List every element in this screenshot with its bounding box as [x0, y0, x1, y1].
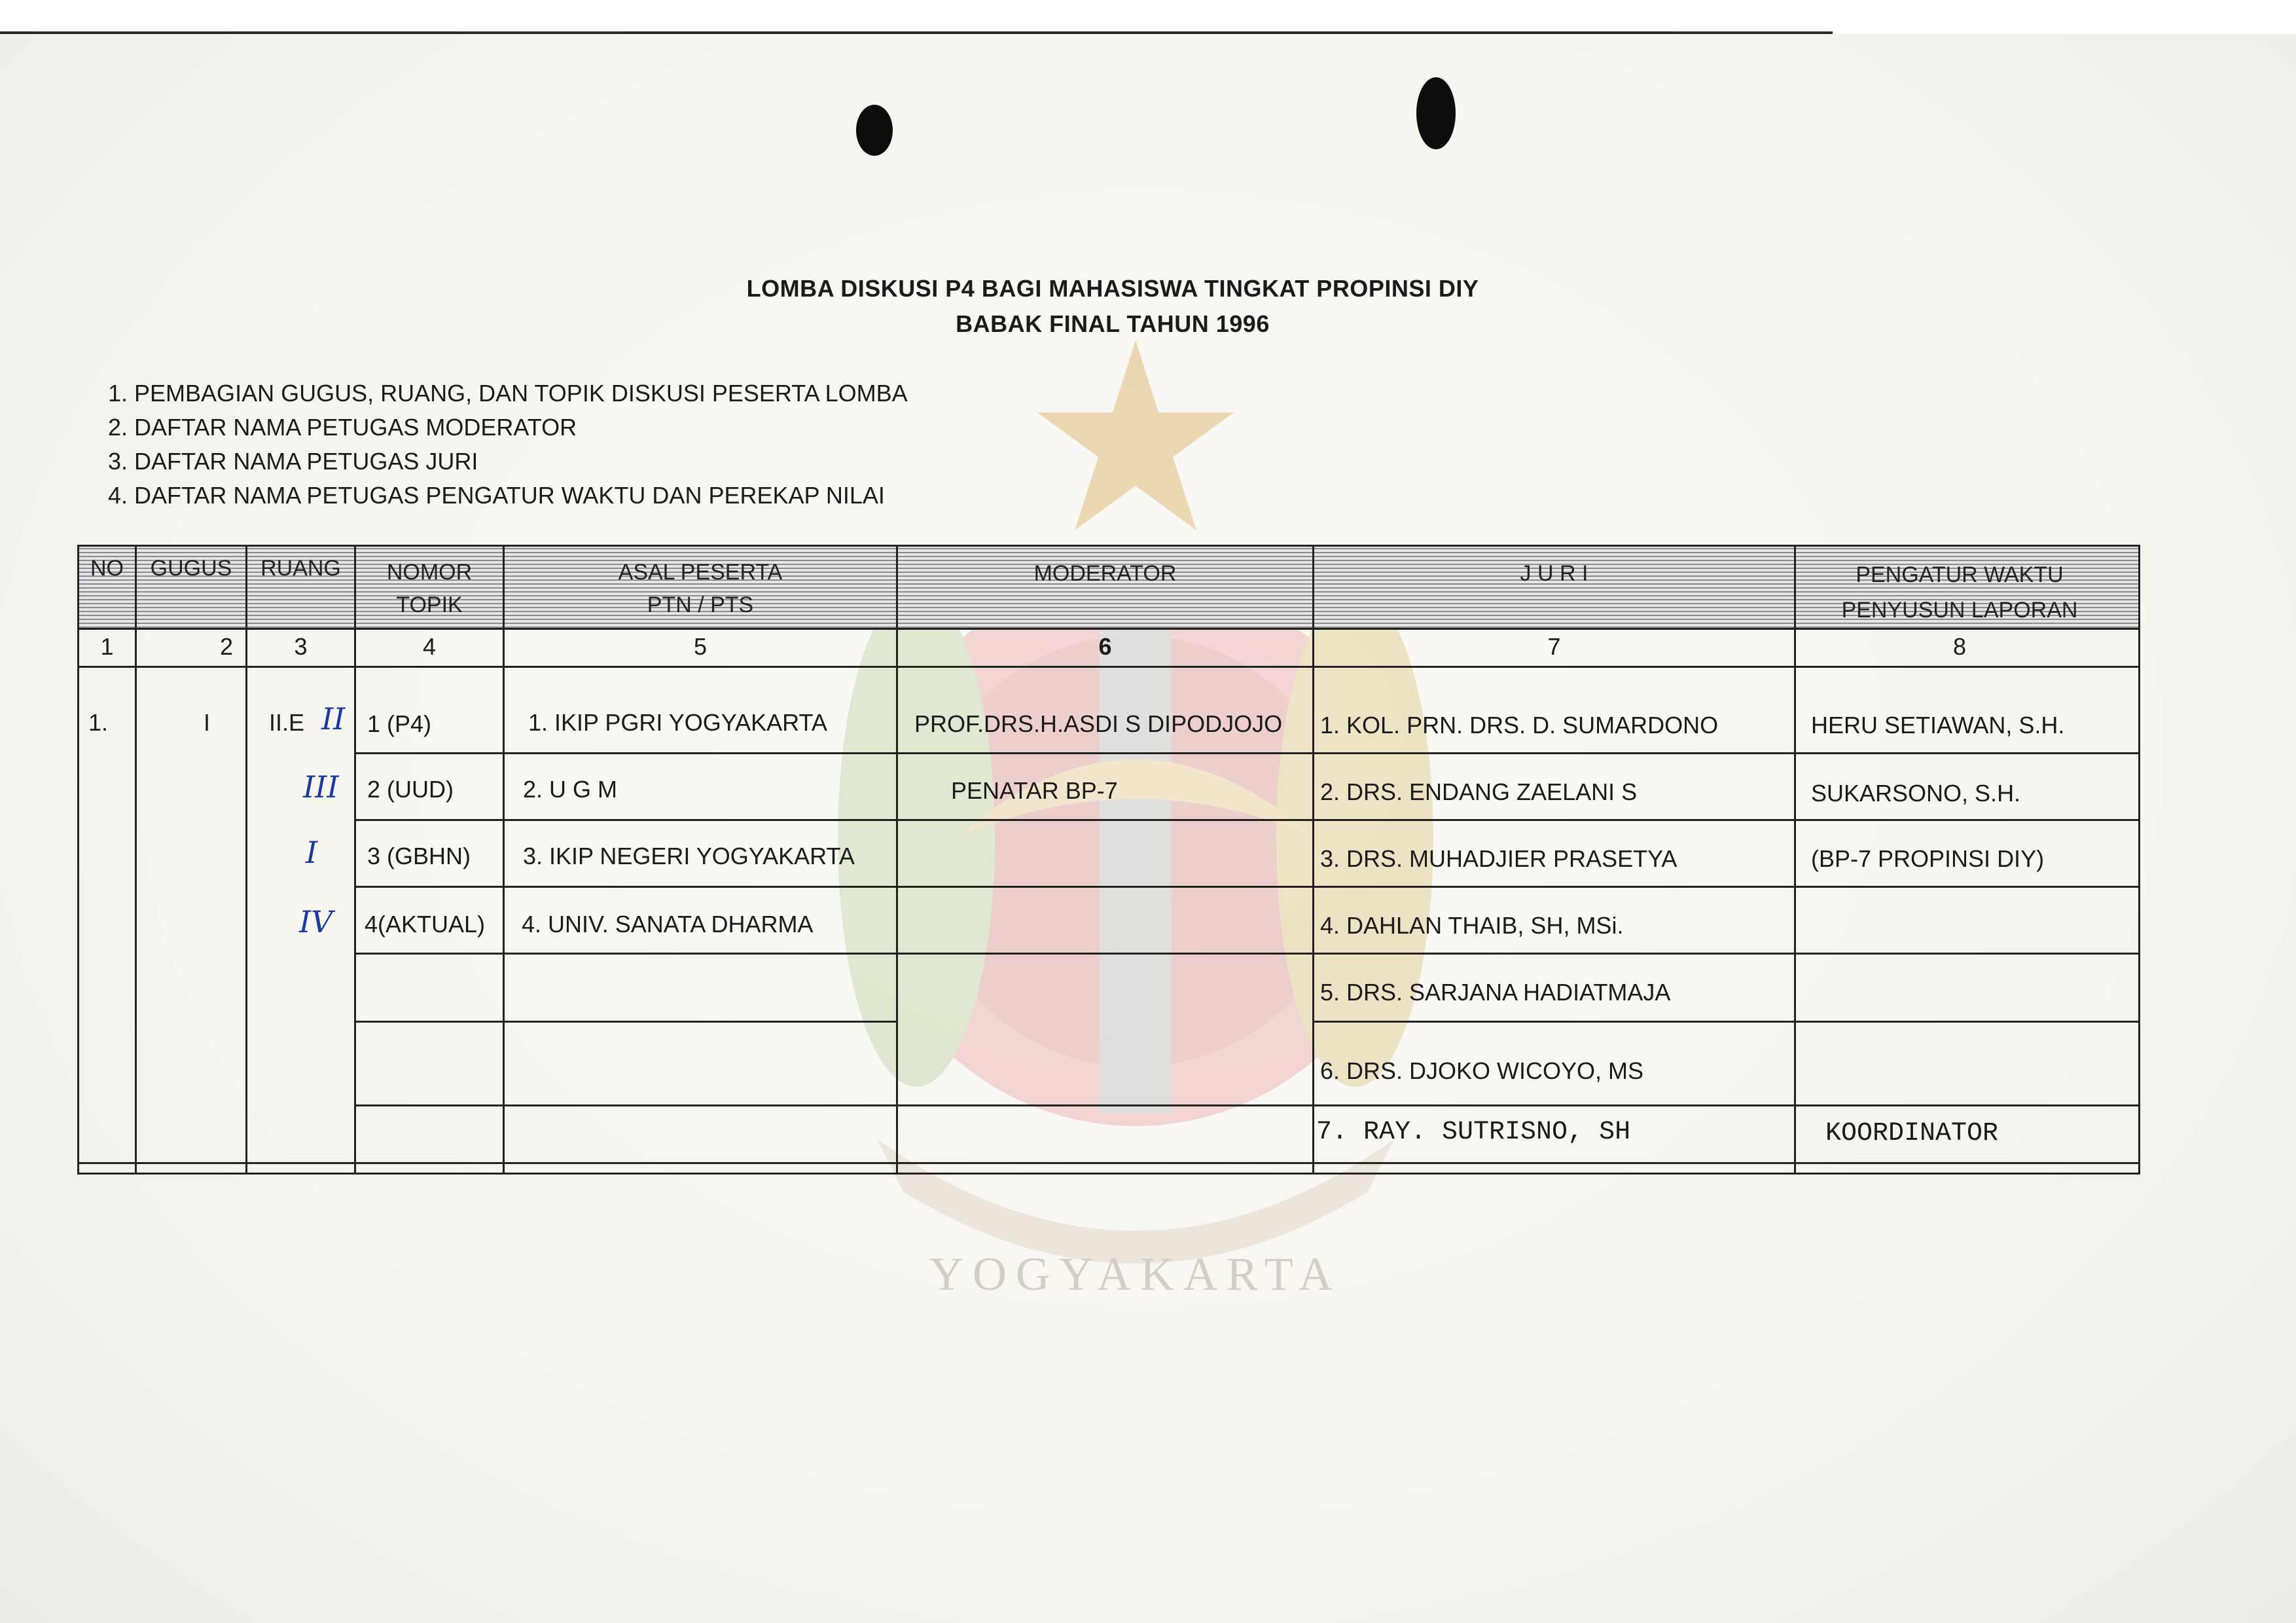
document-title: LOMBA DISKUSI P4 BAGI MAHASISWA TINGKAT PROPINSI DIY [746, 275, 1479, 302]
row-divider [896, 752, 1312, 754]
assignment-table [77, 545, 2140, 1175]
row-number: 1. [88, 709, 109, 736]
asal-cell: 1. IKIP PGRI YOGYAKARTA [528, 709, 827, 736]
list-item: 4. DAFTAR NAMA PETUGAS PENGATUR WAKTU DAN PEREKAP NILAI [108, 482, 885, 509]
row-divider [1312, 752, 2138, 754]
column-number: 7 [1547, 633, 1561, 660]
juri-cell: 4. DAHLAN THAIB, SH, MSi. [1320, 912, 1624, 939]
row-divider [79, 1162, 2138, 1164]
row-divider [354, 1021, 896, 1023]
pengatur-cell: (BP-7 PROPINSI DIY) [1811, 845, 2045, 872]
column-number: 6 [1098, 633, 1112, 660]
header-asal-peserta: ASAL PESERTA [618, 560, 783, 585]
row-divider [354, 1104, 896, 1106]
pengatur-cell: KOORDINATOR [1825, 1119, 1999, 1148]
column-number: 5 [693, 633, 708, 660]
row-divider [896, 953, 1312, 955]
pengatur-cell: SUKARSONO, S.H. [1811, 780, 2021, 807]
page-top-edge [0, 0, 2296, 38]
column-number: 1 [100, 633, 114, 660]
ruang-handwritten: II [321, 701, 346, 737]
row-divider [896, 1104, 1312, 1106]
moderator-role: PENATAR BP-7 [951, 777, 1118, 804]
column-number: 3 [294, 633, 308, 660]
header-no: NO [90, 556, 124, 581]
header-ruang: RUANG [260, 556, 341, 581]
topik-cell: 1 (P4) [367, 710, 432, 737]
row-divider [1312, 819, 2138, 821]
ruang-handwritten: III [303, 769, 339, 805]
header-penyusun-laporan: PENYUSUN LAPORAN [1841, 598, 2078, 623]
asal-cell: 3. IKIP NEGERI YOGYAKARTA [523, 843, 855, 869]
column-number: 2 [219, 633, 234, 660]
row-divider [79, 628, 2138, 630]
punch-hole-left [856, 105, 893, 156]
list-item: 2. DAFTAR NAMA PETUGAS MODERATOR [108, 414, 577, 441]
list-item: 3. DAFTAR NAMA PETUGAS JURI [108, 448, 478, 475]
header-nomor-topik-2: TOPIK [396, 593, 463, 617]
topik-cell: 3 (GBHN) [367, 843, 471, 869]
header-gugus: GUGUS [150, 556, 232, 581]
moderator-name: PROF.DRS.H.ASDI S DIPODJOJO [914, 710, 1283, 737]
asal-cell: 2. U G M [523, 776, 618, 803]
row-divider [1312, 1021, 2138, 1023]
juri-cell: 3. DRS. MUHADJIER PRASETYA [1320, 845, 1677, 872]
header-juri: J U R I [1520, 561, 1588, 586]
row-divider [354, 953, 896, 955]
row-divider [896, 886, 1312, 888]
topik-cell: 4(AKTUAL) [365, 911, 486, 938]
asal-cell: 4. UNIV. SANATA DHARMA [522, 911, 814, 938]
row-divider [1312, 953, 2138, 955]
juri-cell: 2. DRS. ENDANG ZAELANI S [1320, 778, 1638, 805]
pengatur-cell: HERU SETIAWAN, S.H. [1811, 712, 2065, 739]
gugus-value: I [204, 709, 211, 736]
row-divider [79, 666, 2138, 668]
juri-cell: 7. RAY. SUTRISNO, SH [1316, 1118, 1631, 1147]
column-number: 8 [1952, 633, 1967, 660]
row-divider [354, 819, 896, 821]
header-nomor-topik: NOMOR [386, 560, 473, 585]
row-divider [1312, 886, 2138, 888]
header-pengatur-waktu: PENGATUR WAKTU [1856, 562, 2064, 587]
ruang-prefix: II.E [269, 709, 305, 736]
content-list [108, 376, 908, 513]
juri-cell: 5. DRS. SARJANA HADIATMAJA [1320, 979, 1671, 1006]
punch-hole-right [1416, 77, 1456, 149]
row-divider [896, 819, 1312, 821]
row-divider [354, 752, 896, 754]
row-divider [1312, 1104, 2138, 1106]
list-item: 1. PEMBAGIAN GUGUS, RUANG, DAN TOPIK DISKUSI PESERTA LOMBA [108, 380, 908, 407]
column-number: 4 [422, 633, 437, 660]
juri-cell: 6. DRS. DJOKO WICOYO, MS [1320, 1057, 1644, 1084]
row-divider [354, 886, 896, 888]
header-moderator: MODERATOR [1033, 561, 1177, 586]
topik-cell: 2 (UUD) [367, 776, 454, 803]
juri-cell: 1. KOL. PRN. DRS. D. SUMARDONO [1320, 712, 1719, 739]
document-subtitle: BABAK FINAL TAHUN 1996 [956, 310, 1270, 337]
column-divider [135, 547, 137, 1173]
ruang-handwritten: IV [299, 904, 333, 939]
header-asal-peserta-2: PTN / PTS [647, 593, 754, 617]
ruang-handwritten: I [306, 835, 318, 870]
watermark-text: YOGYAKARTA [929, 1248, 1342, 1300]
